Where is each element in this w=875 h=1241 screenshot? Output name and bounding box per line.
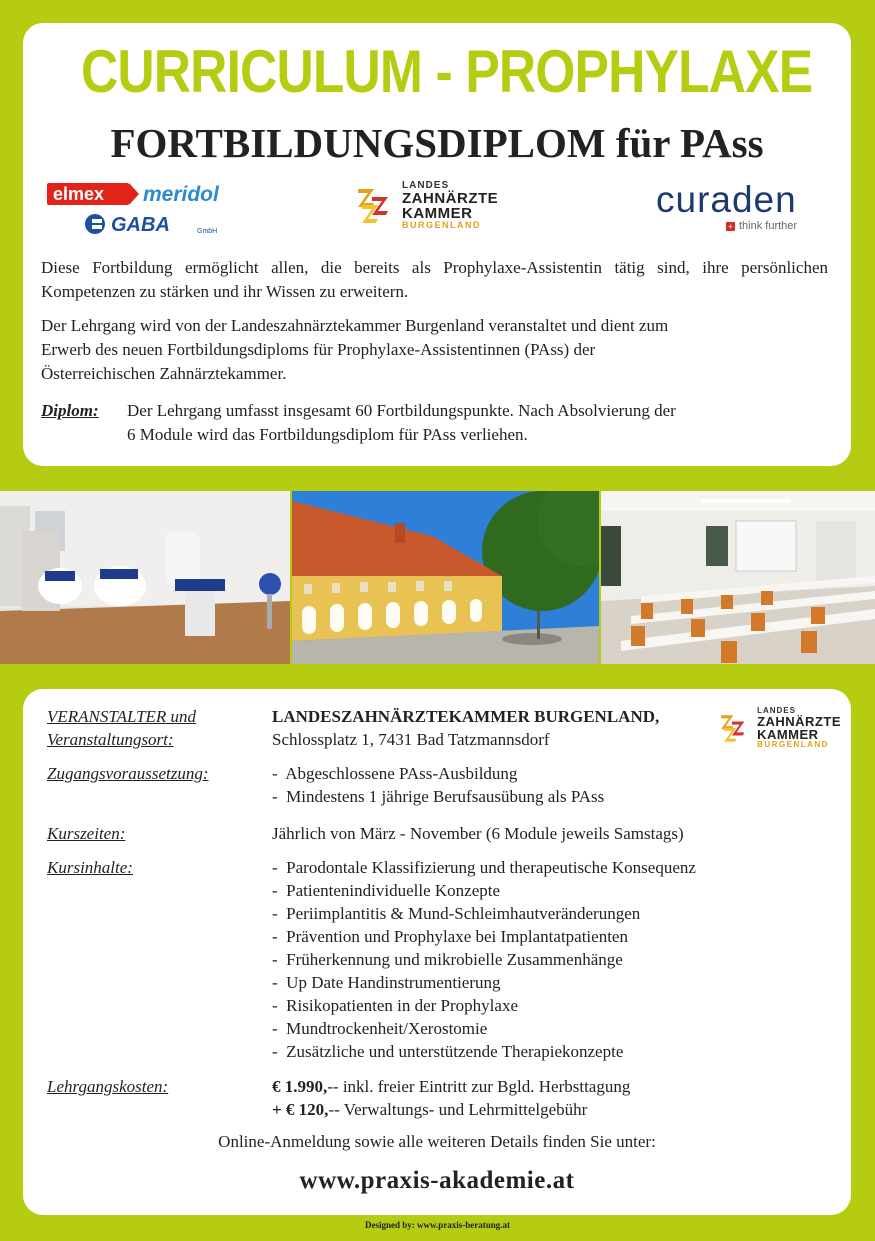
lzk-line2: ZAHNÄRZTE xyxy=(402,190,499,207)
kursinhalte-label: Kursinhalte: xyxy=(47,858,133,877)
veranstalter-name: LANDESZAHNÄRZTEKAMMER BURGENLAND, xyxy=(272,707,660,726)
list-item: - Mundtrockenheit/Xerostomie xyxy=(272,1017,832,1040)
kurszeiten-value: Jährlich von März - November (6 Module jeweils Samstags) xyxy=(272,824,684,843)
list-item: - Abgeschlossene PAss-Ausbildung xyxy=(272,762,832,785)
intro-p2-line2: Erwerb des neuen Fortbildungsdiploms für Prophylaxe-Assistentinnen (PAss) der xyxy=(41,340,596,359)
lzk-small-line1: LANDES xyxy=(757,706,796,715)
online-registration-text: Online-Anmeldung sowie alle weiteren Details finden Sie unter: xyxy=(218,1132,656,1151)
list-item: - Patientenindividuelle Konzepte xyxy=(272,879,832,902)
kosten-price-1: € 1.990, xyxy=(272,1077,328,1096)
lzk-mark-icon xyxy=(358,189,394,223)
photo-castle-building xyxy=(292,491,599,664)
gaba-suffix: GmbH xyxy=(197,228,218,235)
kosten-text-1: -- inkl. freier Eintritt zur Bgld. Herbsttagung xyxy=(327,1077,631,1096)
lzk-line3: KAMMER xyxy=(402,205,473,222)
list-item: - Zusätzliche und unterstützende Therapiekonzepte xyxy=(272,1040,832,1063)
list-item: - Up Date Handinstrumentierung xyxy=(272,971,832,994)
intro-card xyxy=(23,23,851,466)
curaden-logo xyxy=(656,181,816,232)
kursinhalte-list xyxy=(272,856,832,1063)
designed-by-credit: Designed by: www.praxis-beratung.at xyxy=(364,1220,510,1230)
zugang-label: Zugangsvoraussetzung: xyxy=(47,764,209,783)
photo-seminar-room xyxy=(601,491,875,664)
list-item: - Parodontale Klassifizierung und therapeutische Konsequenz xyxy=(272,856,832,879)
swiss-cross-icon: + xyxy=(726,222,735,231)
lzk-line1: LANDES xyxy=(402,180,450,191)
diplom-label: Diplom: xyxy=(41,401,99,420)
kosten-price-2: + € 120, xyxy=(272,1100,329,1119)
kosten-label: Lehrgangskosten: xyxy=(47,1077,169,1096)
intro-p2-line3: Österreichischen Zahnärztekammer. xyxy=(41,364,287,383)
sponsor-logos xyxy=(23,181,851,241)
meridol-text: meridol xyxy=(143,183,219,206)
elmex-text: elmex xyxy=(53,184,105,204)
kurszeiten-label: Kurszeiten: xyxy=(47,824,126,843)
lzk-line4: BURGENLAND xyxy=(402,220,481,230)
veranstalter-address: Schlossplatz 1, 7431 Bad Tatzmannsdorf xyxy=(272,730,550,749)
curaden-tagline: think further xyxy=(739,220,798,232)
diplom-section xyxy=(41,399,817,447)
elmex-meridol-gaba-logo xyxy=(47,181,247,239)
veranstalter-label-1: VERANSTALTER und xyxy=(47,707,197,726)
lzk-small-line4: BURGENLAND xyxy=(757,740,829,749)
diplom-line1: Der Lehrgang umfasst insgesamt 60 Fortbildungspunkte. Nach Absolvierung der xyxy=(127,401,676,420)
gaba-text: GABA xyxy=(111,214,170,236)
website-link[interactable]: www.praxis-akademie.at xyxy=(299,1167,575,1194)
intro-p2-line1: Der Lehrgang wird von der Landeszahnärztekammer Burgenland veranstaltet und dient zum xyxy=(41,316,669,335)
lzk-small-line2: ZAHNÄRZTE xyxy=(757,714,841,729)
photo-dental-treatment-room xyxy=(0,491,290,664)
list-item: - Prävention und Prophylaxe bei Implantatpatienten xyxy=(272,925,832,948)
details-card xyxy=(23,689,851,1215)
list-item: - Risikopatienten in der Prophylaxe xyxy=(272,994,832,1017)
lzk-logo xyxy=(358,181,498,230)
lzk-small-line3: KAMMER xyxy=(757,727,819,742)
photo-strip xyxy=(0,491,875,664)
curaden-name: curaden xyxy=(656,179,797,220)
zugang-list xyxy=(272,762,832,808)
kosten-text-2: -- Verwaltungs- und Lehrmittelgebühr xyxy=(328,1100,588,1119)
intro-paragraph-1: Diese Fortbildung ermöglicht allen, die bereits als Prophylaxe-Assistentin tätig sind, ihre persönlichen Kompetenzen zu stärken und ihr Wissen zu erweitern. xyxy=(41,258,828,301)
list-item: - Früherkennung und mikrobielle Zusammenhänge xyxy=(272,948,832,971)
veranstalter-label-2: Veranstaltungsort: xyxy=(47,730,174,749)
page-subtitle: FORTBILDUNGSDIPLOM für PAss xyxy=(110,120,764,166)
diplom-line2: 6 Module wird das Fortbildungsdiplom für PAss verliehen. xyxy=(127,425,528,444)
list-item: - Periimplantitis & Mund-Schleimhautveränderungen xyxy=(272,902,832,925)
list-item: - Mindestens 1 jährige Berufsausübung als PAss xyxy=(272,785,832,808)
intro-paragraph-2 xyxy=(41,314,828,386)
page-title: CURRICULUM - PROPHYLAXE xyxy=(80,38,813,105)
